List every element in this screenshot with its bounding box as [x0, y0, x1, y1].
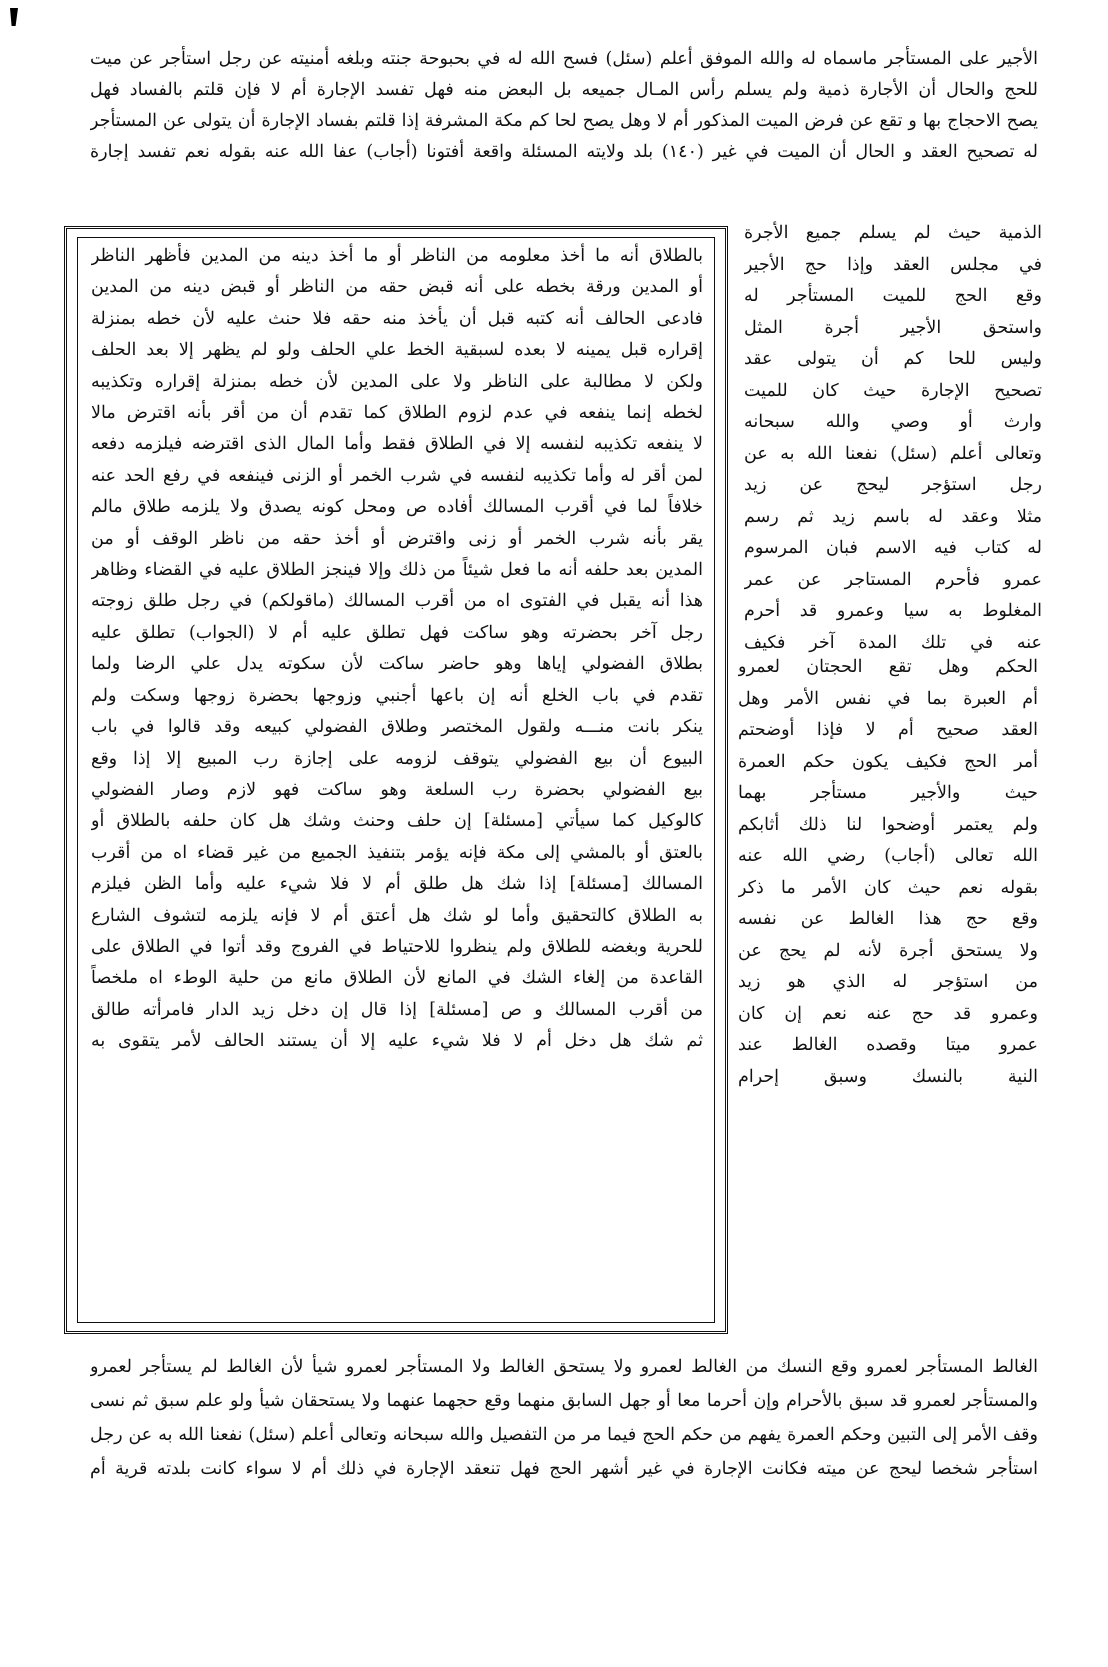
side-line: وقع حج هذا الغالط عن نفسه [738, 909, 1038, 929]
commentary-line: خلافاً لما في أقرب المسالك أفاده ص ومحل كونه يصدق ولا يلزمه طلاق مالم [91, 497, 703, 518]
side-line: وليس للحا كم أن يتولى عقد [744, 349, 1042, 369]
side-line: وعمرو قد حج عنه نعم إن كان [738, 1003, 1038, 1024]
commentary-line: تقدم في باب الخلع أنه إن باعها أجنبي وزوجها بحضرة زوجها وسكت ولم [91, 685, 703, 706]
side-line: عنه في تلك المدة آخر فكيف [744, 632, 1042, 653]
side-column-upper [744, 218, 1042, 652]
side-line: أم العبرة بما في نفس الأمر وهل [738, 688, 1038, 709]
side-line: رجل استؤجر ليحج عن زيد [744, 475, 1042, 495]
top-line: له تصحيح العقد و الحال أن الميت في غير (١٤٠) بلد ولايته المسئلة واقعة أفتونا (أجاب) عفا الله عنه بقوله نعم تفسد إجارة [90, 142, 1038, 162]
side-line: الذمية حيث لم يسلم جميع الأجرة [744, 223, 1042, 243]
side-line: وقع الحج للميت المستأجر له [744, 286, 1042, 306]
top-line: للحج والحال أن الأجارة ذمية ولم يسلم رأس المـال جميعه بل البعض منه فهل تفسد الإجارة أم لا فإن قلتم بالفساد فهل [90, 80, 1038, 100]
side-line: بقوله نعم حيث كان الأمر ما ذكر [738, 877, 1038, 898]
commentary-line: كالوكيل كما سيأتي [مسئلة] إن حلف وحنث وشك هل كان حلفه بالطلاق أو [91, 811, 703, 832]
side-line: وارث أو وصي والله سبحانه [744, 412, 1042, 432]
commentary-line: من أقرب المسالك و ص [مسئلة] إذا قال إن دخل زيد الدار فامرأته طالق [91, 999, 703, 1020]
commentary-line: المدين بعد حلفه أنه ما فعل شيئاً من ذلك وإلا فينجز الطلاق عليه في القضاء وظاهر [91, 560, 703, 581]
side-line: النية بالنسك وسبق إحرام [738, 1066, 1038, 1087]
bottom-paragraph [90, 1350, 1038, 1486]
side-line: تصحيح الإجارة حيث كان للميت [744, 380, 1042, 401]
commentary-line: يقر بأنه شرب الخمر أو زنى واقترض أو أخذ حقه من ناظر الوقف أو من [91, 528, 703, 549]
commentary-line: لخطه إنما ينفعه في عدم لزوم الطلاق كما تقدم أن من أقر بأنه اقترض مالا [91, 403, 703, 424]
bottom-line: الغالط المستأجر لعمرو وقع النسك من الغالط لعمرو ولا يستحق الغالط ولا المستأجر لعمرو شيأ لأن الغالط لم يستأجر لعمرو [90, 1357, 1038, 1377]
commentary-line: القاعدة من إلغاء الشك في المانع لأن الطلاق مانع من حلية الوطء اه ملخصاً [91, 968, 703, 989]
commentary-line: البيوع أن بيع الفضولي يتوقف لزومه على إجازة رب المبيع إلا إذا وقع [91, 748, 703, 769]
side-line: العقد صحيح أم لا فإذا أوضحتم [738, 720, 1038, 740]
side-line: في مجلس العقد وإذا حج الأجير [744, 254, 1042, 275]
top-paragraph [90, 44, 1038, 168]
side-line: الله تعالى (أجاب) رضي الله عنه [738, 846, 1038, 866]
side-line: عمرو ميتا وقصده الغالط عند [738, 1035, 1038, 1055]
commentary-line: بالعتق أو بالمشي إلى مكة فإنه يؤمر بتنفيذ الجميع من غير قضاء اه من أقرب [91, 842, 703, 863]
commentary-line: رجل آخر بحضرته وهو ساكت فهل تطلق عليه أم لا (الجواب) تطلق عليه [91, 622, 703, 643]
bottom-line: والمستأجر لعمرو قد سبق بالأحرام وإن أحرما معا أو جهل السابق منهما وقع حجهما عنهما ولا يستحقان شيأ ولو علم سبق ثم نسى [90, 1391, 1038, 1411]
commentary-line: للحرية وبغضه للطلاق ولم ينظروا للاحتياط في الفروج وقد أتوا في الطلاق على [91, 936, 703, 957]
commentary-line: إقراره قبل يمينه لا بعده لسبقية الخط علي الحلف ولو لم يظهر إلا بعد الحلف [91, 340, 703, 361]
commentary-line: ثم شك هل دخل أم لا فلا شيء عليه إلا أن يستند الحالف لأمر يتقوى به [91, 1031, 703, 1052]
commentary-line: فادعى الحالف أنه كتبه قبل أن يأخذ منه حقه فلا حنث عليه لأن خطه بمنزلة [91, 308, 703, 329]
side-line: الحكم وهل تقع الحجتان لعمرو [738, 657, 1038, 677]
commentary-line: بالطلاق أنه ما أخذ معلومه من الناظر أو ما أخذ دينه من المدين فأظهر الناظر [91, 246, 703, 266]
side-line: له كتاب فيه الاسم فبان المرسوم [744, 538, 1042, 558]
side-line: حيث والأجير مستأجر بهما [738, 783, 1038, 803]
side-line: أمر الحج فكيف يكون حكم العمرة [738, 751, 1038, 772]
commentary-line: ولكن لا مطالبة على الناظر ولا على المدين لأن خطه بمنزلة إقراره وتكذيبه [91, 371, 703, 392]
commentary-line: المسالك [مسئلة] إذا شك هل طلق أم لا فلا شيء عليه وأما الظن فيلزم [91, 874, 703, 895]
side-line: واستحق الأجير أجرة المثل [744, 317, 1042, 338]
top-line: الأجير على المستأجر ماسماه له والله الموفق أعلم (سئل) فسح الله له في بحبوحة جنته وبلغه أمنيته عن رجل استأجر عن ميت [90, 49, 1038, 69]
commentary-text [91, 241, 703, 1058]
commentary-line: ينكر بانت منـــه ولقول المختصر وطلاق الفضولي كبيعه وقد قالوا في باب [91, 717, 703, 738]
side-line: ولا يستحق أجرة لأنه لم يحج عن [738, 940, 1038, 961]
side-line: وتعالى أعلم (سئل) نفعنا الله به عن [744, 443, 1042, 464]
side-line: من استؤجر له الذي هو زيد [738, 972, 1038, 992]
bottom-line: استأجر شخصا ليحج عن ميته فكانت الإجارة في غير أشهر الحج فهل تنعقد الإجارة في ذلك أم لا سواء كانت بلدته قرية أم [90, 1459, 1038, 1479]
commentary-line: به الطلاق كالتحقيق وأما لو شك هل أعتق أم لا فإنه يلزمه لتشوف الشارع [91, 905, 703, 926]
marginal-commentary-box [64, 226, 728, 1334]
side-column-lower [738, 652, 1038, 1667]
bottom-line: وقف الأمر إلى التبين وحكم العمرة يفهم من حكم الحج فيما مر من التفصيل والله سبحانه وتعالى أعلم (سئل) نفعنا الله به عن رجل [90, 1425, 1038, 1445]
top-line: يصح الاحجاج بها و تقع عن فرض الميت المذكور أم لا وهل يصح لحا كم مكة المشرفة إذا قلتم بفساد الإجارة أن يتولى عن المستأجر [90, 111, 1038, 131]
commentary-line: بيع الفضولي بحضرة رب السلعة وهو ساكت فهو لازم وصار الفضولي [91, 779, 703, 800]
commentary-line: لمن أقر له وأما تكذيبه لنفسه في شرب الخمر أو الزنى فينفعه في رفع الحد عنه [91, 465, 703, 486]
commentary-line: أو المدين ورقة بخطه على أنه قبض حقه من الناظر أو قبض دينه من المدين [91, 277, 703, 298]
commentary-line: لا ينفعه تكذيبه لنفسه إلا في الطلاق فقط وأما المال الذى اقترضه فيلزمه دفعه [91, 434, 703, 455]
corner-ink-mark [10, 8, 18, 26]
side-line: عمرو فأحرم المستاجر عن عمر [744, 569, 1042, 590]
side-line: مثلا وعقد له باسم زيد ثم رسم [744, 506, 1042, 527]
commentary-line: هذا أنه يقبل في الفتوى اه من أقرب المسالك (ماقولكم) في رجل طلق زوجته [91, 591, 703, 612]
side-line: ولم يعتمر أوضحوا لنا ذلك أثابكم [738, 814, 1038, 835]
commentary-line: بطلاق الفضولي إياها وهو حاضر ساكت لأن سكوته يدل علي الرضا ولما [91, 654, 703, 675]
side-line: المغلوط به سيا وعمرو قد أحرم [744, 601, 1042, 621]
